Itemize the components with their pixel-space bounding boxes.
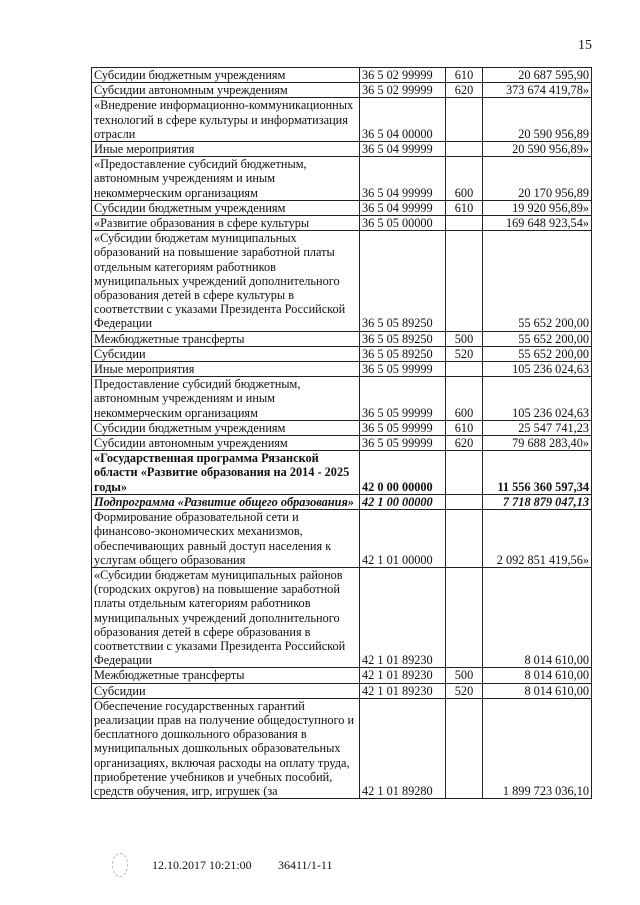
cell-vr: 520	[446, 346, 483, 361]
cell-name: «Государственная программа Рязанской области «Развитие образования на 2014 - 2025 годы»	[92, 451, 360, 495]
table-row	[92, 157, 592, 201]
cell-code: 36 5 05 99999	[360, 436, 446, 451]
table-row	[92, 98, 592, 142]
table-row	[92, 451, 592, 495]
cell-code: 42 1 01 89230	[360, 683, 446, 698]
stamp-mark	[112, 853, 128, 877]
cell-code: 42 1 01 89280	[360, 698, 446, 798]
cell-name: Межбюджетные трансферты	[92, 331, 360, 346]
cell-name: «Развитие образования в сфере культуры	[92, 216, 360, 231]
table-row	[92, 436, 592, 451]
table-row	[92, 698, 592, 798]
cell-code: 36 5 02 99999	[360, 83, 446, 98]
cell-vr: 610	[446, 200, 483, 215]
cell-vr	[446, 231, 483, 331]
cell-sum: 19 920 956,89»	[483, 200, 592, 215]
cell-vr: 600	[446, 157, 483, 201]
cell-name: Субсидии	[92, 683, 360, 698]
cell-vr: 610	[446, 420, 483, 435]
faint-stamp-text	[448, 855, 598, 866]
table-row	[92, 668, 592, 683]
cell-vr	[446, 494, 483, 509]
cell-sum: 20 687 595,90	[483, 68, 592, 83]
cell-code: 42 1 01 89230	[360, 668, 446, 683]
cell-vr: 620	[446, 436, 483, 451]
table-row	[92, 683, 592, 698]
cell-name: Предоставление субсидий бюджетным, автономным учреждениям и иным некоммерческим организациям	[92, 377, 360, 421]
table-row	[92, 200, 592, 215]
cell-code: 42 0 00 00000	[360, 451, 446, 495]
cell-vr	[446, 451, 483, 495]
cell-name: Обеспечение государственных гарантий реализации прав на получение общедоступного и бесплатного дошкольного образования в муниципальных дошкольных образовательных организациях, включая расходы на оплату труда, приобретение учебников и учебных пособий, средств обучения, игр, игрушек (за	[92, 698, 360, 798]
cell-name: Субсидии автономным учреждениям	[92, 436, 360, 451]
table-row	[92, 331, 592, 346]
cell-code: 42 1 00 00000	[360, 494, 446, 509]
table-row	[92, 231, 592, 331]
cell-code: 36 5 04 99999	[360, 200, 446, 215]
cell-name: Формирование образовательной сети и финансово-экономических механизмов, обеспечивающих равный доступ населения к услугам общего образования	[92, 510, 360, 568]
cell-code: 36 5 04 99999	[360, 157, 446, 201]
cell-vr: 610	[446, 68, 483, 83]
table-row	[92, 377, 592, 421]
cell-name: «Субсидии бюджетам муниципальных образований на повышение заработной платы отдельным категориям работников муниципальных учреждений дополнительного образования детей в сфере культуры в соответствии с указами Президента Российской Федерации	[92, 231, 360, 331]
cell-name: Иные мероприятия	[92, 142, 360, 157]
cell-vr: 600	[446, 377, 483, 421]
footer-doc-number: 36411/1-11	[278, 858, 333, 872]
cell-code: 36 5 05 89250	[360, 346, 446, 361]
cell-vr	[446, 98, 483, 142]
cell-vr	[446, 698, 483, 798]
cell-sum: 2 092 851 419,56»	[483, 510, 592, 568]
cell-vr	[446, 510, 483, 568]
cell-sum: 20 170 956,89	[483, 157, 592, 201]
table-row	[92, 567, 592, 667]
cell-code: 36 5 05 99999	[360, 377, 446, 421]
table-row	[92, 216, 592, 231]
cell-sum: 7 718 879 047,13	[483, 494, 592, 509]
cell-name: Межбюджетные трансферты	[92, 668, 360, 683]
cell-sum: 105 236 024,63	[483, 377, 592, 421]
cell-name: Субсидии	[92, 346, 360, 361]
cell-code: 36 5 02 99999	[360, 68, 446, 83]
cell-sum: 8 014 610,00	[483, 567, 592, 667]
table-row	[92, 510, 592, 568]
cell-name: Субсидии бюджетным учреждениям	[92, 68, 360, 83]
cell-name: «Субсидии бюджетам муниципальных районов (городских округов) на повышение заработной платы отдельным категориям работников муниципальных учреждений дополнительного образования детей в сфере образования в соответствии с указами Президента Российской Федерации	[92, 567, 360, 667]
cell-name: Подпрограмма «Развитие общего образования»	[92, 494, 360, 509]
cell-code: 42 1 01 00000	[360, 510, 446, 568]
page-number: 15	[578, 38, 592, 53]
cell-vr	[446, 142, 483, 157]
cell-code: 36 5 05 00000	[360, 216, 446, 231]
cell-sum: 55 652 200,00	[483, 331, 592, 346]
cell-sum: 55 652 200,00	[483, 231, 592, 331]
cell-sum: 373 674 419,78»	[483, 83, 592, 98]
cell-vr: 500	[446, 331, 483, 346]
cell-sum: 1 899 723 036,10	[483, 698, 592, 798]
cell-code: 36 5 05 89250	[360, 231, 446, 331]
table-row	[92, 142, 592, 157]
footer-date: 12.10.2017 10:21:00	[152, 858, 252, 872]
cell-sum: 79 688 283,40»	[483, 436, 592, 451]
cell-name: Иные мероприятия	[92, 362, 360, 377]
cell-sum: 105 236 024,63	[483, 362, 592, 377]
cell-name: Субсидии автономным учреждениям	[92, 83, 360, 98]
cell-code: 36 5 04 00000	[360, 98, 446, 142]
cell-vr	[446, 216, 483, 231]
budget-table	[91, 67, 592, 799]
cell-vr	[446, 362, 483, 377]
cell-name: «Предоставление субсидий бюджетным, автономным учреждениям и иным некоммерческим организациям	[92, 157, 360, 201]
table-row	[92, 83, 592, 98]
cell-code: 36 5 05 89250	[360, 331, 446, 346]
cell-name: Субсидии бюджетным учреждениям	[92, 200, 360, 215]
cell-sum: 8 014 610,00	[483, 668, 592, 683]
table-row	[92, 362, 592, 377]
cell-vr: 520	[446, 683, 483, 698]
cell-sum: 8 014 610,00	[483, 683, 592, 698]
table-row	[92, 494, 592, 509]
table-row	[92, 420, 592, 435]
cell-code: 36 5 04 99999	[360, 142, 446, 157]
cell-vr: 500	[446, 668, 483, 683]
cell-code: 42 1 01 89230	[360, 567, 446, 667]
cell-sum: 11 556 360 597,34	[483, 451, 592, 495]
cell-sum: 20 590 956,89»	[483, 142, 592, 157]
cell-sum: 25 547 741,23	[483, 420, 592, 435]
cell-vr: 620	[446, 83, 483, 98]
cell-name: «Внедрение информационно-коммуникационных технологий в сфере культуры и информатизация отрасли	[92, 98, 360, 142]
cell-sum: 55 652 200,00	[483, 346, 592, 361]
cell-name: Субсидии бюджетным учреждениям	[92, 420, 360, 435]
cell-sum: 169 648 923,54»	[483, 216, 592, 231]
cell-sum: 20 590 956,89	[483, 98, 592, 142]
cell-vr	[446, 567, 483, 667]
cell-code: 36 5 05 99999	[360, 362, 446, 377]
table-row	[92, 68, 592, 83]
cell-code: 36 5 05 99999	[360, 420, 446, 435]
table-row	[92, 346, 592, 361]
